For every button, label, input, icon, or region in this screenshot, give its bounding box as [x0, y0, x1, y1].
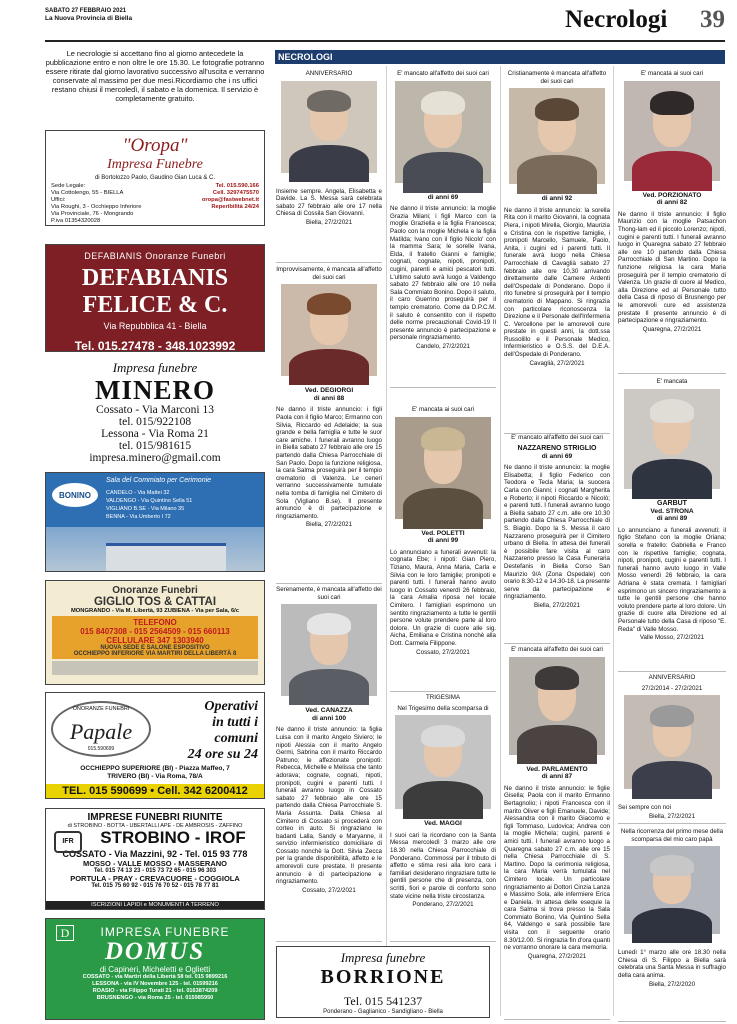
ad-bonino-line: VALDENGO - Via Quintino Sella 51 — [106, 498, 193, 504]
ad-oropa-contact: oropa@fastwebnet.it — [201, 197, 259, 203]
ad-borrione-phone: Tel. 015 541237 — [343, 994, 423, 1008]
obituary-divider — [504, 1019, 610, 1020]
portrait-shoulders — [403, 152, 484, 193]
deceased-subtitle: di anni 92 — [541, 195, 573, 203]
page-number: 39 — [700, 6, 725, 33]
portrait-photo — [395, 81, 491, 183]
obituary-text: Lo annunciano a funerali avvenuti: la cognata Ebe; i nipoti: Gian Piero, Tiziano, Maura, Anna Maria, Carla e Silvia con le loro famiglie; pronipoti e parenti tutti. I funerali hanno avuto luogo in Cossato venerdì 26 febbraio, la cara Amalia riposa nel locale Cimitero. I famigliari esprimono un sentito ringraziamento a tutte le gentili persone volute prendere parte al loro dolore. Un grazie di cuore alle sig. Aicha, Emiliana e Cristina nonchè alla Dott. Carmela Filippone. — [390, 548, 496, 647]
ad-papale — [45, 692, 265, 799]
deceased-subtitle: Ved. MAGGI — [424, 820, 462, 828]
slogan-line: comuni — [214, 731, 258, 746]
slogan-line: Operativi — [204, 699, 258, 714]
ad-domus-owners: di Capineri, Micheletti e Oglietti — [99, 965, 211, 974]
ad-bonino-logo: BONINO — [52, 483, 98, 507]
deceased-age: di anni 100 — [311, 714, 347, 722]
obituary-carla — [504, 70, 610, 434]
ad-oropa — [45, 130, 265, 226]
obituary-text: Lo annunciano a funerali avvenuti: il figlio Stefano con la moglie Oriana; sorella e fratello: Gabriella e Franco con le rispettive famiglie; cognata, nipoti, pronipoti, cugini e parenti tutti. I funerali hanno avuto luogo in Valle Mosso venerdì 26 febbraio, la cara Adriana è stata cremata. I famigliari esprimono un sincero ringraziamento a tutte le gentili persone che hanno voluto prendere parte al loro dolore. Un grazie di cuore alla Direzione ed al Personale tutto della Casa di riposo "E. Reda" di Valle Mosso. — [618, 526, 726, 633]
ad-strobino-irof — [45, 808, 265, 910]
obituary-place-date: Cavaglià, 27/2/2021 — [529, 359, 585, 367]
deceased-age: di anni 82 — [656, 199, 688, 207]
ad-bonino-line: BENNA - Via Umberto I 72 — [106, 514, 171, 520]
obituary-place-date: Candelo, 27/2/2021 — [415, 342, 470, 350]
ad-strobino-towns2: PORTULA - PRAY - CREVACUORE - COGGIOLA — [70, 874, 240, 883]
obituary-pierluigi — [618, 674, 726, 824]
portrait-photo — [624, 846, 720, 934]
submission-info: Le necrologie si accettano fino al giorno antecedete la pubblicazione entro e non oltre le ore 15.30. Le fotografie potranno essere ritirate dal giorno lavorativo successivo all'uscita e verranno conservate al massimo per due mesi.Ricordiamo che i ns uffici restano chiusi il mercoledì, il sabato e la domenica. Il servizio è completamente gratuito. — [45, 49, 265, 103]
ad-domus-line: ROASIO - via Filippo Turati 21 - tel. 0163874209 — [92, 988, 218, 994]
newspaper-name: La Nuova Provincia di Biella — [45, 15, 133, 22]
obituary-intro: E' mancato all'affetto dei suoi cari — [511, 434, 603, 441]
ad-giglio-phone-label: TELEFONO — [133, 618, 177, 627]
portrait-photo — [281, 604, 377, 696]
ad-strobino-phones2: Tel. 015 75 60 92 - 015 76 70 52 - 015 78 77 81 — [91, 883, 219, 889]
ad-giglio-label: Onoranze Funebri — [112, 585, 198, 596]
portrait-hair — [650, 705, 694, 728]
portrait-shoulders — [289, 349, 370, 386]
ad-defabianis-address: Via Repubblica 41 - Biella — [103, 321, 207, 331]
obituary-text: Ne danno il triste annuncio: la moglie Grazia Milani; i figli Marco con la moglie Graziella e la figlia Francesca; Paolo con la moglie Michela e la figlia Matilda; Ivano con il figlio Nicolo' con la mamma Sara; le sorelle Ivana, Elda, il fratello Gianni e famiglie; cognati, cognate, nipoti, pronipoti, cugini, parenti e amici pescatori tutti. L'ultimo saluto avrà luogo a Valdengo sabato 27 febbraio alle ore 10 nella Sala Commiato Bonino. Dopo il saluto, il caro Guerrino proseguirà per il tempio crematorio. Come da D.P.C.M. il saluto è consentito con il rispetto delle norme precauzionali Covid-19 Il presente annuncio è partecipazione e personale ringraziamento. — [390, 205, 496, 342]
ad-oropa-subtitle: Impresa Funebre — [107, 157, 203, 172]
obituary-text: I suoi cari la ricordano con la Santa Messa mercoledì 3 marzo alle ore 18.30 nella Chiesa Parrocchiale di Ponderano. Commossi per il tributo di affetto e stima resi alla loro cara i familiari desiderano ringraziare tutte le gentili persone che di presenza, con scritti, fiori e parole di conforto sono state vicine nella triste circostanza. — [390, 831, 496, 900]
obituary-breseghello — [618, 70, 726, 374]
ad-papale-slogan — [158, 699, 258, 763]
portrait-hair — [307, 613, 351, 635]
deceased-subtitle: di anni 69 — [541, 452, 573, 460]
obituary-intro: ANNIVERSARIO — [648, 674, 696, 681]
obituary-place-date: Biella, 27/2/2021 — [305, 218, 353, 226]
obituary-divider — [276, 941, 382, 942]
header-rule — [45, 40, 725, 42]
portrait-hair — [421, 725, 465, 748]
obituary-vilmer — [618, 828, 726, 1022]
obituary-adriana — [618, 378, 726, 672]
obituary-intro-detail: Nel Trigesimo della scomparsa di — [397, 704, 489, 712]
deceased-age: di anni 99 — [427, 537, 459, 545]
ad-bonino-tagline: Sala del Commiato per Cerimonie — [106, 477, 212, 484]
ad-minero-name: MINERO — [95, 375, 215, 405]
obituary-amalia — [390, 406, 496, 692]
portrait-shoulders — [403, 781, 484, 819]
ad-oropa-line: Via Provinciale, 76 - Mongrando — [51, 211, 134, 217]
obituary-text: Ne danno il triste annuncio: la moglie Elisabetta; il figlio Federico con Teodora e Tecla Maria; la suocera Carla con Gianni; i cognati Margherita e Roberto; il nipoti Riccardo e Nicolò; e parenti tutti. I funerali avranno luogo a Biella sabato 27 c.m. alle ore 10.30 partendo dalla Chiesa Parrocchiale di S. Biagio. Dopo la S. Messa il caro Nazzareno proseguirà per il Cimitero urbano di Biella. In attesa dei funerali è possibile fare visita al caro Nazzareno presso la Casa Funeraria Destefanis in Biella Corso San Maurizio 9/A (Zona Ospedale) con orario 8.30-12 e 14.30-18. La presente serve da partecipazione e ringraziamento. — [504, 464, 610, 601]
slogan-line: 24 ore su 24 — [187, 747, 258, 762]
portrait-hair — [650, 399, 694, 423]
portrait-shoulders — [517, 155, 598, 193]
ad-oropa-contact: Tel. 015.590.166 — [215, 183, 259, 189]
ad-domus-line: LESSONA - via IV Novembre 125 - tel. 01599216 — [92, 981, 218, 987]
ad-defabianis — [45, 244, 265, 362]
building-shape — [106, 543, 226, 571]
deceased-subtitle: di anni 69 — [427, 193, 459, 201]
portrait-hair — [421, 427, 465, 451]
deceased-age: di anni 89 — [656, 515, 688, 523]
deceased-name: GARBUT — [657, 499, 687, 507]
obituary-divider — [618, 1021, 726, 1022]
deceased-subtitle: Ved. DEGIORGI — [304, 387, 354, 395]
obituary-angiono — [504, 646, 610, 1020]
obituary-divider — [390, 387, 496, 388]
obituary-intro: TRIGESIMA — [425, 694, 461, 701]
obituary-intro: Serenamente, è mancata all'affetto dei suoi cari — [276, 586, 382, 601]
portrait-photo — [395, 417, 491, 519]
ad-strobino-owners: di STROBINO - BOTTA - UBERTALLI APE - DE AMBROSIS - ZAFFINO — [67, 823, 243, 829]
obituary-intro: Cristianamente è mancata all'affetto dei suoi cari — [507, 70, 607, 85]
ad-borrione-towns: Ponderano - Gaglianico - Sandigliano - Biella — [323, 1009, 443, 1015]
deceased-name: NAZZARENO STRIGLIO — [517, 444, 597, 452]
obituary-place-date: Quaregna, 27/2/2021 — [642, 325, 702, 333]
ad-papale-address: OCCHIEPPO SUPERIORE (BI) - Piazza Maffeo, 7 — [80, 765, 230, 772]
obituary-olga — [276, 586, 382, 942]
obituary-intro: ANNIVERSARIO — [305, 70, 353, 77]
ad-minero-label: Impresa funebre — [112, 360, 198, 375]
obituary-text: Ne danno il triste annuncio: le figlie Gisella; Paola con il marito Ermanno Bertagnolio; i nipoti Francesca con il marito Oliver e figli Emanuele, Davide; Alessandra con il marito Giacomo e figli Tommaso, Ludovica; Andrea con la moglie Michela; cugini, parenti e amici tutti. I funerali avranno luogo a Quaregna sabato 27 c.m. alle ore 15 nella Chiesa Parrocchiale di S. Martino. Dopo la cerimonia religiosa, la cara Maria verrà tumulata nel Cimitero locale. Un particolare ringraziamento ai Dottori Cinzia Lanza e Massimo Sola, alle infermiere Erica e Daniela. In attesa delle esequie la cara Salma si trova presso la Sala Commiato Bonino, Via Quintino Sella 64, Valdengo e sarà possibile fare visita con il seguente orario 8.30/12.00. Si ringrazia fin d'ora quanti ne vorranno onorare la cara memoria. — [504, 784, 610, 952]
obituary-place-date: Cossato, 27/2/2021 — [416, 648, 470, 656]
ad-bonino-building-image — [46, 527, 264, 571]
ad-domus-name: DOMUS — [104, 938, 206, 965]
column-divider — [386, 66, 387, 946]
portrait-photo — [395, 715, 491, 809]
ad-minero — [45, 360, 265, 464]
portrait-photo — [281, 81, 377, 173]
ad-strobino-city: COSSATO - Via Mazzini, 92 - Tel. 015 93 778 — [62, 849, 248, 859]
portrait-hair — [535, 666, 579, 690]
ad-papale-addresses — [46, 765, 264, 781]
ad-strobino-name: STROBINO - IROF — [100, 828, 246, 847]
ad-oropa-contact: Cell. 3297475570 — [212, 190, 259, 196]
ad-oropa-name: "Oropa" — [122, 135, 188, 156]
obituary-place-date: Biella, 27/2/2021 — [648, 812, 696, 820]
deceased-subtitle: Ved. POLETTI — [421, 529, 465, 537]
ad-papale-logo — [51, 701, 151, 757]
portrait-shoulders — [632, 761, 713, 799]
obituary-intro: E' mancata — [656, 378, 688, 385]
ad-giglio-note2: OCCHIEPPO INFERIORE VIA MARTIRI DELLA LIBERTÀ 8 — [73, 651, 237, 657]
obituary-text: Insieme sempre. Angela, Elisabetta e Davide. La S. Messa sarà celebrata sabato 27 febbraio alle ore 17 nella Chiesa di Cossila San Giovanni. — [276, 187, 382, 218]
portrait-hair — [650, 855, 694, 876]
section-title: Necrologi — [565, 6, 668, 33]
ad-bonino — [45, 472, 265, 572]
ad-defabianis-phone: Tel. 015.27478 - 348.1023992 — [74, 339, 236, 353]
obituary-divider — [276, 583, 382, 584]
deceased-subtitle: Ved. PORZIONATO — [642, 191, 702, 199]
ad-minero-line: tel. 015/981615 — [118, 440, 192, 452]
obituary-place-date: Ponderano, 27/2/2021 — [412, 901, 474, 909]
ad-strobino-towns: MOSSO - VALLE MOSSO - MASSERANO — [82, 859, 228, 868]
ad-strobino-footer: ISCRIZIONI LAPIDI e MONUMENTI A TERRENO — [46, 901, 264, 909]
ad-domus-label: IMPRESA FUNEBRE — [100, 925, 230, 939]
ad-borrione-name: BORRIONE — [320, 966, 446, 988]
section-bar: NECROLOGI — [275, 50, 725, 64]
ad-defabianis-name: DEFABIANIS FELICE & C. — [81, 265, 229, 318]
ad-oropa-contact: Reperibilità 24/24 — [211, 204, 259, 210]
deceased-subtitle: Ved. PARLAMENTO — [526, 765, 588, 773]
deceased-age: di anni 87 — [541, 773, 573, 781]
obituary-maggi — [390, 694, 496, 942]
ad-defabianis-label: DEFABIANIS Onoranze Funebri — [84, 251, 226, 261]
ad-borrione — [276, 946, 490, 1018]
ad-oropa-line: Via Cottolengo, 55 - BIELLA — [51, 190, 124, 196]
ad-papale-address: TRIVERO (BI) - Via Roma, 78/A — [107, 773, 203, 780]
ad-papale-phone: TEL. 015 590699 • Cell. 342 6200412 — [46, 784, 264, 798]
obituary-place-date: Valle Mosso, 27/2/2021 — [639, 634, 705, 642]
ad-borrione-label: Impresa funebre — [340, 950, 426, 965]
portrait-photo — [624, 695, 720, 789]
obituary-intro: E' mancata ai suoi cari — [640, 70, 704, 77]
obituary-nazzareno — [504, 434, 610, 644]
ad-giglio-address: MONGRANDO - Via M. Libertà, 93 ZUBIENA - Via per Sala, 6/c — [70, 608, 240, 614]
slogan-line: in tutti i — [212, 715, 258, 730]
obituary-place-date: Biella, 27/2/2020 — [648, 980, 696, 988]
obituary-intro: Nella ricorrenza del primo mese della scomparsa del mio caro papà — [620, 828, 724, 843]
issue-date: SABATO 27 FEBBRAIO 2021 — [45, 8, 127, 14]
ad-giglio-contact-box — [52, 616, 258, 659]
ad-domus-line: COSSATO - via Martiri della Libertà 58 tel. 015 9899216 — [82, 974, 228, 980]
obituary-intro: Improvvisamente, è mancata all'affetto dei suoi cari — [276, 266, 382, 281]
obituary-intro: E' mancato all'affetto dei suoi cari — [397, 70, 489, 77]
portrait-shoulders — [632, 908, 713, 943]
ad-giglio-phones: 015 8407308 - 015 2564509 - 015 660113 — [80, 627, 230, 636]
ad-giglio-tos-cattai — [45, 580, 265, 685]
portrait-photo — [509, 88, 605, 184]
portrait-shoulders — [403, 488, 484, 529]
obituary-divider — [276, 262, 382, 263]
portrait-shoulders — [517, 725, 598, 764]
column-divider — [500, 66, 501, 1016]
ad-bonino-line: VIGLIANO B.SE - Via Milano 35 — [106, 506, 185, 512]
portrait-hair — [421, 91, 465, 115]
portrait-shoulders — [289, 669, 370, 706]
ad-oropa-line: Sede Legale: — [51, 183, 86, 189]
portrait-photo — [624, 389, 720, 489]
ad-papale-header: ONORANZE FUNEBRI — [72, 706, 130, 712]
obituary-text: Ne danno il triste annuncio: la figlia Luisa con il marito Angelo Siviero; le nipoti Alessia con il marito Angelo Germi, Sabrina con il marito Riccardo Patruno; le affezionate pronipoti: Rebecca, Michelle e Melissa che tanto adorava; cognate, cognati, nipoti, pronipoti, cugini e parenti tutti. I funerali avranno luogo in Cossato sabato 27 febbraio alle ore 15 partendo dalla Chiesa Parrocchiale S. Maria Assunta. Dalla Chiesa al Cimitero di Cossato si procederà con corteo in auto. Si ringraziano le badanti Lalla, Sandy e Maryanne, il servizio infermieristico domiciliare di Cossato nonchè la Dott. Silvia Zecca per la grande disponibilità, affetto e le amorevoli cure prestate. Il presente annuncio è di partecipazione e ringraziamento. — [276, 726, 382, 886]
obituary-divider — [618, 671, 726, 672]
ad-giglio-name: GIGLIO TOS & CATTAI — [93, 596, 217, 608]
portrait-shoulders — [632, 459, 713, 499]
obituary-text: Ne danno il triste annuncio: la sorella Rita con il marito Giovanni, la cognata Piera, i nipoti Mirella, Giorgio, Maurizia e Cristina con le rispettive famiglie, i pronipoti Marcello, Samuele, Paolo, Anita, i cugini ed i parenti tutti. Il funerale avrà luogo nella Chiesa Parrocchiale di Cavaglià sabato 27 febbraio alle ore 10,30 arrivando direttamente dalle Camere Ardenti dell'Ospedale di Ponderano. Dopo il rito funebre si proseguirà per il tempio crematorio di Mappano. Si ringrazia con particolare riconoscenza la Direzione e il Personale dell'Infermeria C. Vercellone per le amorevoli cure prestate in questi anni, la dott.ssa Russolillo e il Personale Medico, Infermieristico e O.S.S. del D.E.A. dell'Ospedale di Ponderano. — [504, 206, 610, 359]
obituary-place-date: Biella, 27/2/2021 — [533, 601, 581, 609]
obituary-place-date: Cossato, 27/2/2021 — [302, 886, 356, 894]
portrait-shoulders — [632, 151, 713, 191]
ad-oropa-line: Via Roughi, 3 - Occhieppo Inferiore — [51, 204, 142, 210]
portrait-photo — [281, 284, 377, 376]
ad-defabianis-email: onoranzefunebrideabianis@gmail.com — [99, 355, 211, 362]
ad-minero-email: impresa.minero@gmail.com — [89, 452, 221, 464]
obituary-divider — [504, 643, 610, 644]
portrait-hair — [535, 98, 579, 121]
deceased-subtitle: Ved. STRONA — [650, 507, 694, 515]
ad-domus-line: BRUSNENGO - via Roma 25 - tel. 015985950 — [96, 995, 214, 1001]
portrait-shoulders — [289, 145, 370, 182]
obituary-place-date: Biella, 27/2/2021 — [305, 521, 353, 529]
obituary-divider — [618, 373, 726, 374]
obituary-intro: E' mancata all'affetto dei suoi cari — [511, 646, 603, 653]
obituary-text: Sei sempre con noi — [618, 804, 671, 812]
ad-giglio-note: NUOVA SEDE E SALONE ESPOSITIVO — [100, 645, 210, 651]
deceased-subtitle: Ved. CANAZZA — [305, 707, 353, 715]
ad-strobino-logo: IFR — [54, 831, 82, 853]
obituary-text: Ne danno il triste annuncio: i figli Paola con il figlio Marco; Ermanno con Silvia, Riccardo ed Adelaide; la sua grande e bella famiglia e tutte le suor care amiche. I funerali avranno luogo in Biella sabato 27 febbraio alle ore 15 partendo dalla Chiesa Parrocchiale di San Paolo. Dopo la funzione religiosa, la cara Salma proseguirà per il tempio crematorio di Valenza. Le ceneri verranno successivamente tumulate nella tomba di famiglia nel Cimitero di Sola (Vigliano B.se). Il presente annuncio è di partecipazione e ringraziamento. — [276, 406, 382, 520]
obituary-divider — [390, 691, 496, 692]
ad-giglio-cell: CELLULARE 347 1303940 — [106, 636, 204, 645]
portrait-photo — [624, 81, 720, 181]
portrait-hair — [307, 90, 351, 112]
ad-domus — [45, 918, 265, 1020]
portrait-hair — [307, 293, 351, 315]
portrait-hair — [650, 91, 694, 115]
obituary-divider — [390, 941, 496, 942]
ad-strobino-title: IMPRESE FUNEBRI RIUNITE — [87, 812, 223, 823]
obituary-text: Lunedì 1° marzo alle ore 18.30 nella Chiesa di S. Filippo a Biella sarà celebrata una Santa Messa in suffragio della cara anima. — [618, 949, 726, 979]
obituary-rosa — [276, 266, 382, 584]
obituary-guerrino — [390, 70, 496, 388]
ad-oropa-line: P.iva 01354320028 — [51, 218, 101, 224]
ad-minero-line: Cossato - Via Marconi 13 — [96, 404, 214, 416]
ad-bonino-line: CANDELO - Via Mattei 32 — [106, 490, 170, 496]
ad-oropa-owners: di Bortolozzo Paolo, Gaudino Gian Luca & C. — [94, 175, 216, 181]
ad-bonino-locations — [106, 489, 192, 521]
obituary-intro: E' mancata ai suoi cari — [411, 406, 475, 413]
portrait-photo — [509, 657, 605, 755]
obituary-text: Ne danno il triste annuncio: il figlio Maurizio con la moglie Patsachon Thong-lam ed il piccolo Lorenzo; nipoti, cugini e parenti tutti. I funerali avranno luogo in Quaregna sabato 27 febbraio alle ore 10 partendo dalla Chiesa Parrocchiale di San Martino. Dopo la funzione religiosa la cara Maria proseguirà per il tempio crematorio di Valenza. Un grazie di cuore al Medico, alla Direzione ed al Personale tutto della Casa di riposo di Brusnengo per le amorevoli cure ed assistenza prestate Il presente annuncio è di partecipazione e ringraziamento. — [618, 210, 726, 325]
deceased-age: di anni 88 — [313, 394, 345, 402]
ad-minero-line: tel. 015/922108 — [118, 416, 192, 428]
ad-papale-logo-phone: 015.590699 — [87, 746, 115, 752]
ad-minero-line: Lessona - Via Roma 21 — [101, 428, 209, 440]
ad-strobino-phones: Tel. 015 74 13 23 - 015 73 72 65 - 015 96 303 — [93, 868, 217, 874]
obituary-divider — [618, 823, 726, 824]
obituary-place-date: Quaregna, 27/2/2021 — [527, 952, 587, 960]
obituary-valter — [276, 70, 382, 263]
column-divider — [613, 66, 614, 1016]
ad-papale-name: Papale — [69, 719, 133, 744]
ad-oropa-line: Uffici: — [51, 197, 66, 203]
obituary-intro-detail: 27/2/2014 - 27/2/2021 — [641, 684, 703, 692]
ad-oropa-contacts — [202, 183, 259, 225]
ad-giglio-shop-image — [52, 661, 258, 675]
ad-domus-logo: D — [56, 925, 74, 941]
ad-oropa-addresses — [51, 183, 141, 225]
